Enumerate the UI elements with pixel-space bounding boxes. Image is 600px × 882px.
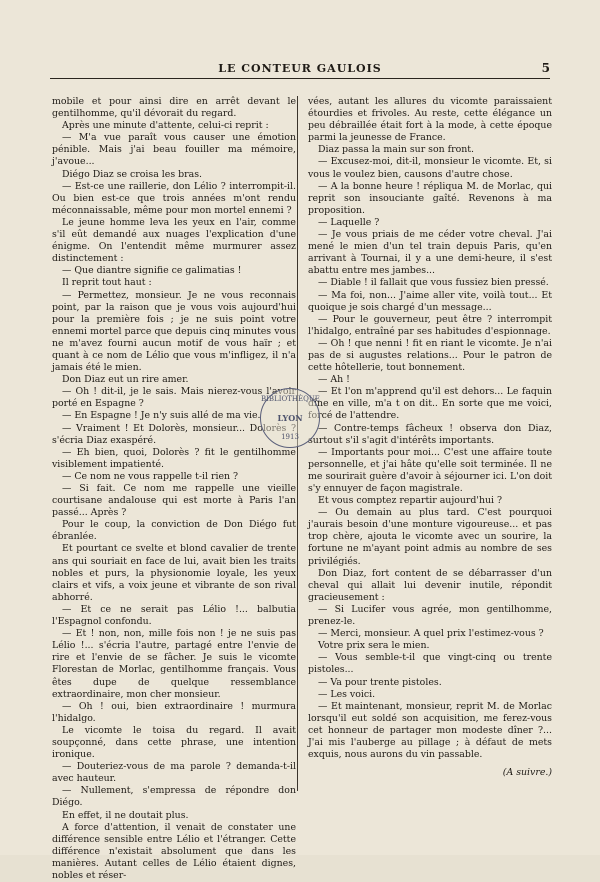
paragraph: — Pour le gouverneur, peut être ? interrompit l'hidalgo, entraîné par ses habitudes d'espionnage. bbox=[308, 313, 552, 337]
paragraph: — Et l'on m'apprend qu'il est dehors... Le faquin dîne en ville, m'a t on dit.. En sorte que me voici, forcé de l'attendre. bbox=[308, 386, 552, 422]
paragraph: — Douteriez-vous de ma parole ? demanda-t-il avec hauteur. bbox=[52, 761, 296, 785]
paragraph: Le vicomte le toisa du regard. Il avait soupçonné, dans cette phrase, une intention ironique. bbox=[52, 724, 296, 761]
running-header bbox=[50, 62, 550, 79]
paragraph: — Importants pour moi... C'est une affaire toute personnelle, et j'ai hâte qu'elle soit terminée. Il ne me sourirait guère d'avoir à séjourner ici. L'on doit s'y ennuyer de façon magistrale. bbox=[308, 446, 552, 494]
paragraph: Et pourtant ce svelte et blond cavalier de trente ans qui souriait en face de lui, avait bien les traits nobles et purs, la physionomie loyale, les yeux clairs et vifs, a voix jeune et vibrante de son rival abhorré. bbox=[52, 543, 296, 603]
paragraph: — Si Lucifer vous agrée, mon gentilhomme, prenez-le. bbox=[308, 603, 552, 628]
journal-title: LE CONTEUR GAULOIS bbox=[218, 62, 382, 75]
paragraph: — Excusez-moi, dit-il, monsieur le vicomte. Et, si vous le voulez bien, causons d'autre chose. bbox=[308, 156, 552, 180]
paragraph: Il reprit tout haut : bbox=[62, 277, 152, 289]
paragraph: — Laquelle ? bbox=[318, 216, 380, 228]
paragraph: — Est-ce une raillerie, don Lélio ? interrompit-il. Ou bien est-ce que trois années m'ont rendu méconnaissable, même pour mon mortel ennemi ? bbox=[52, 180, 296, 216]
paragraph: — Ce nom ne vous rappelle t-il rien ? bbox=[62, 470, 239, 482]
stamp-top-text: BIBLIOTHÈQUE bbox=[261, 395, 320, 403]
paragraph: — Diable ! il fallait que vous fussiez bien pressé. bbox=[318, 277, 549, 289]
paragraph: — Et ce ne serait pas Lélio !... balbutia l'Espagnol confondu. bbox=[52, 603, 296, 628]
stamp-bottom-text: 1913 bbox=[281, 433, 299, 441]
paragraph: — A la bonne heure ! répliqua M. de Morlac, qui reprit son insouciante gaîté. Revenons à ma proposition. bbox=[308, 180, 552, 216]
paragraph: — Et maintenant, monsieur, reprit M. de Morlac lorsqu'il eut soldé son acquisition, me ferez-vous cet honneur de partager mon modeste dîner ?... J'ai mis l'auberge au pillage ; à défaut de mets exquis, nous aurons du vin passable. bbox=[308, 700, 552, 761]
library-stamp bbox=[260, 388, 320, 448]
paragraph: Pour le coup, la conviction de Don Diégo fut ébranlée. bbox=[52, 519, 296, 543]
paragraph: Le jeune homme leva les yeux en l'air, comme s'il eût demandé aux nuages l'explication d'une énigme. On l'entendit même murmurer assez distinctement : bbox=[52, 216, 296, 265]
paragraph: vées, autant les allures du vicomte paraissaient étourdies et frivoles. Au reste, cette élégance un peu débraillée était fort à la mode, à cette époque parmi la jeunesse de France. bbox=[308, 96, 552, 144]
page-number: 5 bbox=[541, 61, 550, 75]
paragraph: A force d'attention, il venait de constater une différence sensible entre Lélio et l'étranger. Cette différence n'existait absolument que dans les manières. Autant celles de Lélio étaient dignes, nobles et réser- bbox=[52, 821, 296, 881]
paragraph: — Ah ! bbox=[318, 374, 350, 386]
paragraph: — En Espagne ! Je n'y suis allé de ma vie. bbox=[62, 410, 261, 422]
paragraph: Don Diaz eut un rire amer. bbox=[62, 374, 189, 386]
paragraph: Votre prix sera le mien. bbox=[318, 640, 430, 652]
paragraph: Après une minute d'attente, celui-ci reprit : bbox=[62, 120, 269, 132]
paragraph: — Et ! non, non, mille fois non ! je ne suis pas Lélio !... s'écria l'autre, partagé entre l'envie de rire et l'envie de se fâcher. Je suis le vicomte Florestan de Morlac, gentilhomme français. Vous êtes dupe de quelque ressemblance extraordinaire, mon cher monsieur. bbox=[52, 628, 296, 700]
paragraph: — Si fait. Ce nom me rappelle une vieille courtisane andalouse qui est morte à Paris l'an passé... Après ? bbox=[52, 483, 296, 519]
paragraph: Don Diaz, fort content de se débarrasser d'un cheval qui allait lui devenir inutile, répondit gracieusement : bbox=[308, 567, 552, 603]
paragraph: — Ou demain au plus tard. C'est pourquoi j'aurais besoin d'une monture vigoureuse... et pas trop chère, ajouta le vicomte avec un sourire, la fortune ne m'ayant point admis au nombre de ses privilégiés. bbox=[308, 507, 552, 567]
paragraph: — Vous semble-t-il que vingt-cinq ou trente pistoles... bbox=[308, 652, 552, 676]
paragraph: — Oh ! que nenni ! fit en riant le vicomte. Je n'ai pas de si augustes relations... Pour le patron de cette hôtellerie, tout bonnement. bbox=[308, 337, 552, 374]
to-be-continued: (A suivre.) bbox=[502, 767, 552, 779]
paragraph: — Eh bien, quoi, Dolorès ? fit le gentilhomme visiblement impatienté. bbox=[52, 446, 296, 470]
paragraph: — Ma foi, non... J'aime aller vite, voilà tout... Et quoique je sois chargé d'un message... bbox=[308, 289, 552, 313]
paragraph: Diégo Diaz se croisa les bras. bbox=[62, 168, 203, 180]
paragraph: — Vraiment ! Et Dolorès, monsieur... Dolorès ? s'écria Diaz exaspéré. bbox=[52, 422, 296, 446]
paragraph: Diaz passa la main sur son front. bbox=[318, 144, 475, 156]
right-column bbox=[308, 96, 552, 779]
paragraph: — M'a vue paraît vous causer une émotion pénible. Mais j'ai beau fouiller ma mémoire, j'avoue... bbox=[52, 132, 296, 168]
paragraph: — Que diantre signifie ce galimatias ! bbox=[62, 265, 242, 277]
paragraph: — Nullement, s'empressa de répondre don Diégo. bbox=[52, 785, 296, 809]
paragraph: — Je vous priais de me céder votre cheval. J'ai mené le mien d'un tel train depuis Paris, qu'en arrivant à Tournai, il y a une demi-heure, il s'est abattu entre mes jambes... bbox=[308, 229, 552, 277]
paragraph: — Oh ! dit-il, je le sais. Mais nierez-vous l'avoir porté en Espagne ? bbox=[52, 386, 296, 410]
paragraph: — Oh ! oui, bien extraordinaire ! murmura l'hidalgo. bbox=[52, 700, 296, 724]
paragraph: mobile et pour ainsi dire en arrêt devant le gentilhomme, qu'il dévorait du regard. bbox=[52, 96, 296, 120]
paragraph: — Les voici. bbox=[318, 688, 376, 700]
paragraph: — Va pour trente pistoles. bbox=[318, 676, 442, 688]
paragraph: — Permettez, monsieur. Je ne vous reconnais point, par la raison que je vous vois aujourd'hui pour la première fois ; je ne suis point votre ennemi mortel parce que depuis cinq minutes vous ne m'avez fourni aucun motif de vous haïr ; et quant à ce nom de Lélio que vous m'infligez, il n'a jamais été le mien. bbox=[52, 289, 296, 374]
paragraph: — Merci, monsieur. A quel prix l'estimez-vous ? bbox=[318, 628, 544, 640]
left-column bbox=[52, 96, 296, 882]
paragraph: En effet, il ne doutait plus. bbox=[62, 809, 189, 821]
stamp-middle-text: LYON bbox=[277, 413, 303, 423]
paragraph: — Contre-temps fâcheux ! observa don Diaz, surtout s'il s'agit d'intérêts importants. bbox=[308, 422, 552, 446]
paragraph: Et vous comptez repartir aujourd'hui ? bbox=[318, 495, 503, 507]
